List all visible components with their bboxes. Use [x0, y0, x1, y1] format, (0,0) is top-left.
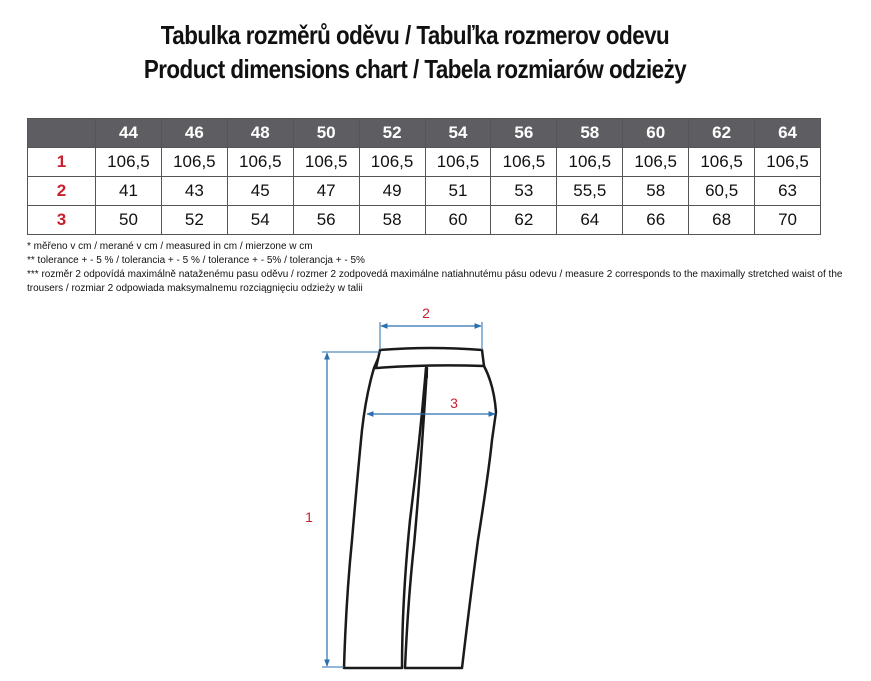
size-header-row [28, 119, 821, 148]
table-cell: 60 [425, 206, 491, 235]
table-cell: 53 [491, 177, 557, 206]
footnote-tolerance: ** tolerance + - 5 % / tolerancia + - 5 % / tolerance + - 5% / tolerancja + - 5% [27, 255, 365, 266]
table-cell: 66 [623, 206, 689, 235]
title-line-2: Product dimensions chart / Tabela rozmiarów odzieży [143, 54, 687, 84]
waistband [376, 348, 484, 368]
table-cell: 49 [359, 177, 425, 206]
table-cell: 106,5 [96, 148, 162, 177]
row-label: 1 [28, 148, 96, 177]
table-cell: 47 [293, 177, 359, 206]
size-header: 58 [557, 119, 623, 148]
table-cell: 58 [359, 206, 425, 235]
table-cell: 106,5 [227, 148, 293, 177]
footnote-waist: *** rozměr 2 odpovídá maximálně nataženému pasu oděvu / rozmer 2 zodpovedá maximálne natiahnutému pásu odevu / measure 2 corresponds to the maximally stretched waist of the trousers / rozmiar 2 odpowiada maksymalnemu rozciągnięciu odzieży w talii [27, 269, 843, 294]
table-cell: 106,5 [359, 148, 425, 177]
table-cell: 56 [293, 206, 359, 235]
size-header: 56 [491, 119, 557, 148]
table-row [28, 148, 821, 177]
table-cell: 58 [623, 177, 689, 206]
size-header: 52 [359, 119, 425, 148]
table-cell: 106,5 [491, 148, 557, 177]
size-header: 64 [755, 119, 821, 148]
table-cell: 106,5 [161, 148, 227, 177]
size-header: 48 [227, 119, 293, 148]
row-label: 2 [28, 177, 96, 206]
table-cell: 63 [755, 177, 821, 206]
table-cell: 106,5 [557, 148, 623, 177]
trousers-outline [344, 354, 496, 668]
table-cell: 60,5 [689, 177, 755, 206]
footnote-measurement: * měřeno v cm / merané v cm / measured in cm / mierzone w cm [27, 241, 313, 252]
table-corner-cell [28, 119, 96, 148]
table-row [28, 177, 821, 206]
table-cell: 62 [491, 206, 557, 235]
size-header: 54 [425, 119, 491, 148]
size-header: 46 [161, 119, 227, 148]
title-block [0, 18, 830, 86]
trousers-diagram [0, 300, 871, 681]
table-cell: 41 [96, 177, 162, 206]
size-table [27, 118, 821, 235]
table-cell: 51 [425, 177, 491, 206]
table-cell: 52 [161, 206, 227, 235]
table-cell: 64 [557, 206, 623, 235]
table-cell: 68 [689, 206, 755, 235]
size-header: 62 [689, 119, 755, 148]
table-cell: 70 [755, 206, 821, 235]
table-cell: 106,5 [425, 148, 491, 177]
table-cell: 106,5 [755, 148, 821, 177]
table-cell: 54 [227, 206, 293, 235]
table-row [28, 206, 821, 235]
dimension-2-label: 2 [422, 305, 430, 321]
size-header: 44 [96, 119, 162, 148]
size-header: 60 [623, 119, 689, 148]
table-cell: 106,5 [293, 148, 359, 177]
table-cell: 55,5 [557, 177, 623, 206]
table-cell: 43 [161, 177, 227, 206]
size-header: 50 [293, 119, 359, 148]
dimension-1-label: 1 [305, 509, 313, 525]
table-cell: 106,5 [689, 148, 755, 177]
title-line-1: Tabulka rozměrů oděvu / Tabuľka rozmerov odevu [160, 20, 670, 50]
table-cell: 106,5 [623, 148, 689, 177]
row-label: 3 [28, 206, 96, 235]
table-cell: 45 [227, 177, 293, 206]
footnotes [27, 240, 857, 296]
trousers-body [344, 354, 496, 668]
table-cell: 50 [96, 206, 162, 235]
dimension-3-label: 3 [450, 395, 458, 411]
